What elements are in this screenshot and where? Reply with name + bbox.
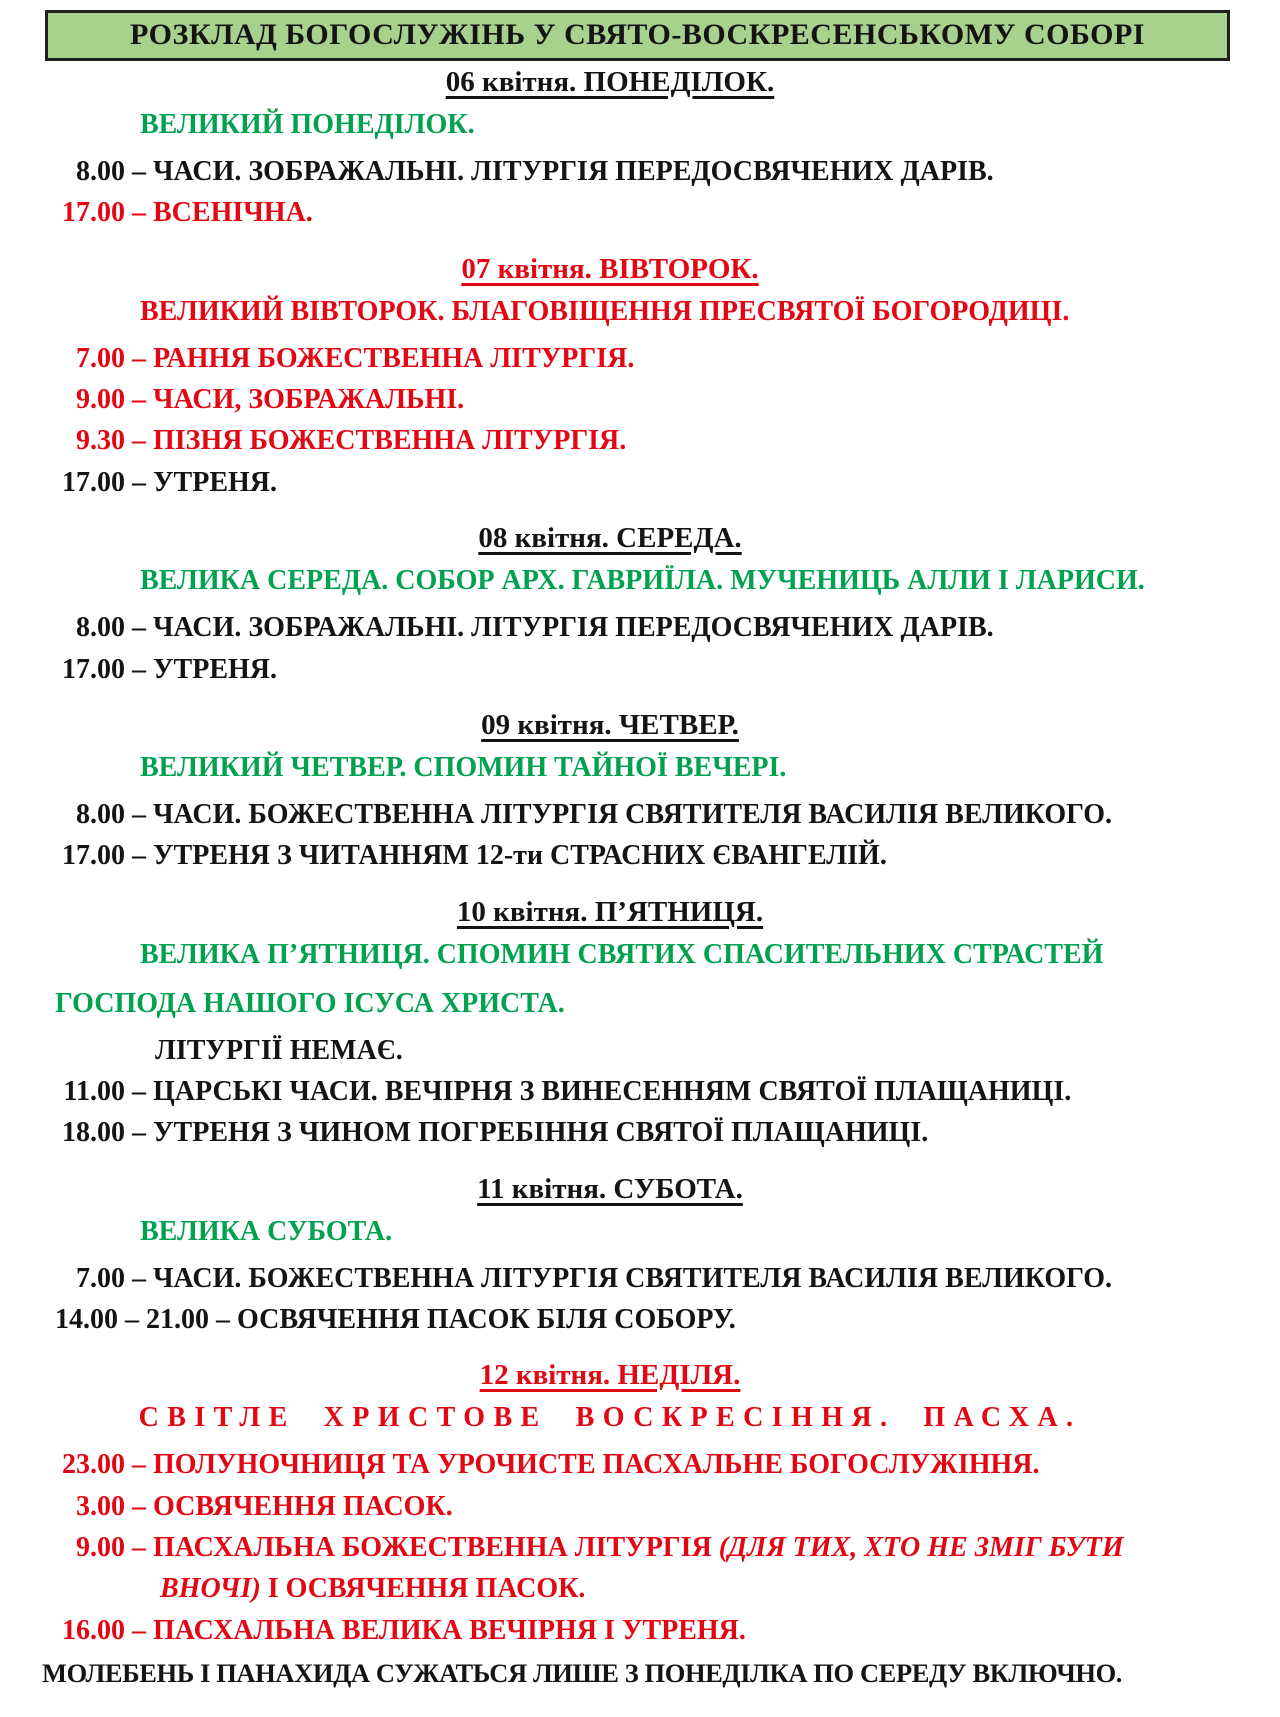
service-line xyxy=(55,799,1165,830)
service-text: ЧАСИ. БОЖЕСТВЕННА ЛІТУРГІЯ СВЯТИТЕЛЯ ВАСИЛІЯ ВЕЛИКОГО. xyxy=(153,1262,1113,1294)
footer-note: МОЛЕБЕНЬ І ПАНАХИДА СУЖАТЬСЯ ЛИШЕ З ПОНЕДІЛКА ПО СЕРЕДУ ВКЛЮЧНО. xyxy=(42,1658,1123,1689)
day-subtitle: ВЕЛИКИЙ ЧЕТВЕР. СПОМИН ТАЙНОЇ ВЕЧЕРІ. xyxy=(140,751,787,783)
service-time: 18.00 xyxy=(62,1117,125,1149)
service-line xyxy=(55,1035,1165,1066)
day-section xyxy=(55,522,1165,685)
service-line xyxy=(55,1573,1165,1604)
service-time: 17.00 xyxy=(62,197,125,229)
en-dash: – xyxy=(125,466,153,498)
day-section xyxy=(55,1359,1165,1646)
page-title: РОЗКЛАД БОГОСЛУЖІНЬ У СВЯТО-ВОСКРЕСЕНСЬКОМУ СОБОРІ xyxy=(130,18,1145,51)
date-heading: 07 квітня. ВІВТОРОК. xyxy=(461,252,759,285)
service-line xyxy=(55,840,1165,871)
service-line xyxy=(55,156,1165,187)
service-time: 11.00 xyxy=(63,1075,125,1107)
service-line xyxy=(55,612,1165,643)
service-text: (ДЛЯ ТИХ, ХТО НЕ ЗМІГ БУТИ xyxy=(718,1532,1124,1564)
day-subtitle-continued: ГОСПОДА НАШОГО ІСУСА ХРИСТА. xyxy=(55,987,565,1019)
service-text: ПОЛУНОЧНИЦЯ ТА УРОЧИСТЕ ПАСХАЛЬНЕ БОГОСЛУЖІННЯ. xyxy=(153,1449,1040,1481)
date-heading: 12 квітня. НЕДІЛЯ. xyxy=(479,1359,741,1392)
service-line xyxy=(55,1304,1165,1335)
service-text: ЧАСИ. БОЖЕСТВЕННА ЛІТУРГІЯ СВЯТИТЕЛЯ ВАСИЛІЯ ВЕЛИКОГО. xyxy=(153,798,1113,830)
service-line xyxy=(55,425,1165,456)
service-time: 16.00 xyxy=(62,1614,125,1646)
service-text: УТРЕНЯ. xyxy=(153,466,278,498)
day-subtitle: ВЕЛИКИЙ ВІВТОРОК. БЛАГОВІЩЕННЯ ПРЕСВЯТОЇ БОГОРОДИЦІ. xyxy=(140,295,1070,327)
en-dash: – xyxy=(125,156,153,187)
service-line xyxy=(55,654,1165,685)
en-dash: – xyxy=(125,1449,153,1481)
service-time: 7.00 xyxy=(76,1262,125,1294)
date-heading: 10 квітня. П’ЯТНИЦЯ. xyxy=(456,895,764,928)
service-text: ПІЗНЯ БОЖЕСТВЕННА ЛІТУРГІЯ. xyxy=(153,425,627,457)
en-dash: – xyxy=(125,1532,153,1564)
service-text: ЧАСИ, ЗОБРАЖАЛЬНІ. xyxy=(153,384,465,416)
date-heading: 09 квітня. ЧЕТВЕР. xyxy=(481,708,739,741)
service-time: 9.00 xyxy=(76,1532,125,1564)
en-dash: – xyxy=(125,840,153,872)
service-text: ВНОЧІ) xyxy=(160,1573,261,1605)
service-text: ОСВЯЧЕННЯ ПАСОК. xyxy=(153,1490,453,1522)
title-bar xyxy=(45,10,1230,61)
day-subtitle: ВЕЛИКА СЕРЕДА. СОБОР АРХ. ГАВРИЇЛА. МУЧЕНИЦЬ АЛЛИ І ЛАРИСИ. xyxy=(140,565,1145,597)
service-time: 17.00 xyxy=(62,840,125,872)
service-text: УТРЕНЯ. xyxy=(153,653,278,685)
en-dash: – xyxy=(125,342,153,374)
service-text: РАННЯ БОЖЕСТВЕННА ЛІТУРГІЯ. xyxy=(153,342,635,374)
service-text: ЦАРСЬКІ ЧАСИ. ВЕЧІРНЯ З ВИНЕСЕННЯМ СВЯТОЇ ПЛАЩАНИЦІ. xyxy=(153,1075,1072,1107)
service-text: ВСЕНІЧНА. xyxy=(153,197,313,229)
service-time: 3.00 xyxy=(76,1490,125,1522)
en-dash: – xyxy=(125,1262,153,1294)
service-line xyxy=(55,1449,1165,1480)
day-subtitle: ВЕЛИКИЙ ПОНЕДІЛОК. xyxy=(140,109,475,140)
service-time: 17.00 xyxy=(62,466,125,498)
en-dash: – xyxy=(125,798,153,830)
en-dash: – xyxy=(209,1304,237,1336)
service-line xyxy=(55,384,1165,415)
service-line xyxy=(55,467,1165,498)
service-text: І ОСВЯЧЕННЯ ПАСОК. xyxy=(260,1573,586,1605)
service-line xyxy=(55,197,1165,228)
service-time: 14.00 – 21.00 xyxy=(55,1304,209,1336)
service-line xyxy=(55,1117,1165,1148)
en-dash: – xyxy=(125,384,153,416)
service-time: 9.00 xyxy=(76,384,125,416)
service-line xyxy=(55,1532,1165,1563)
service-line xyxy=(55,1076,1165,1107)
service-time: 8.00 xyxy=(76,156,125,187)
day-section xyxy=(55,896,1165,1149)
service-line xyxy=(55,1263,1165,1294)
en-dash: – xyxy=(125,1117,153,1149)
service-text: ОСВЯЧЕННЯ ПАСОК БІЛЯ СОБОРУ. xyxy=(237,1304,736,1336)
service-time: 8.00 xyxy=(76,798,125,830)
service-line xyxy=(55,1491,1165,1522)
date-heading: 11 квітня. СУБОТА. xyxy=(477,1172,743,1205)
service-text: ПАСХАЛЬНА ВЕЛИКА ВЕЧІРНЯ І УТРЕНЯ. xyxy=(153,1614,746,1646)
en-dash: – xyxy=(125,612,153,644)
en-dash: – xyxy=(125,1075,153,1107)
day-section xyxy=(55,66,1165,229)
service-text: УТРЕНЯ З ЧИТАННЯМ 12-ти СТРАСНИХ ЄВАНГЕЛІЙ. xyxy=(153,840,887,872)
day-subtitle: СВІТЛЕ ХРИСТОВЕ ВОСКРЕСІННЯ. ПАСХА. xyxy=(138,1402,1082,1434)
service-line xyxy=(55,343,1165,374)
service-time: 9.30 xyxy=(76,425,125,457)
service-time: 17.00 xyxy=(62,653,125,685)
service-time: 23.00 xyxy=(62,1449,125,1481)
en-dash: – xyxy=(125,1614,153,1646)
schedule-sections xyxy=(0,66,1280,1689)
day-subtitle: ВЕЛИКА П’ЯТНИЦЯ. СПОМИН СВЯТИХ СПАСИТЕЛЬНИХ СТРАСТЕЙ xyxy=(140,938,1104,970)
day-section xyxy=(55,709,1165,872)
day-section xyxy=(55,253,1165,498)
service-line xyxy=(55,1615,1165,1646)
service-time: 7.00 xyxy=(76,342,125,374)
en-dash: – xyxy=(125,197,153,229)
day-subtitle: ВЕЛИКА СУБОТА. xyxy=(140,1215,393,1247)
service-text: ЧАСИ. ЗОБРАЖАЛЬНІ. ЛІТУРГІЯ ПЕРЕДОСВЯЧЕНИХ ДАРІВ. xyxy=(153,156,994,187)
date-heading: 06 квітня. ПОНЕДІЛОК. xyxy=(445,66,775,98)
date-heading: 08 квітня. СЕРЕДА. xyxy=(478,522,742,555)
en-dash: – xyxy=(125,653,153,685)
en-dash: – xyxy=(125,425,153,457)
day-section xyxy=(55,1173,1165,1336)
service-text: ПАСХАЛЬНА БОЖЕСТВЕННА ЛІТУРГІЯ xyxy=(153,1532,719,1564)
en-dash: – xyxy=(125,1490,153,1522)
service-text: ЧАСИ. ЗОБРАЖАЛЬНІ. ЛІТУРГІЯ ПЕРЕДОСВЯЧЕНИХ ДАРІВ. xyxy=(153,612,994,644)
service-text: УТРЕНЯ З ЧИНОМ ПОГРЕБІННЯ СВЯТОЇ ПЛАЩАНИЦІ. xyxy=(153,1117,929,1149)
service-time: 8.00 xyxy=(76,612,125,644)
service-text: ЛІТУРГІЇ НЕМАЄ. xyxy=(155,1034,403,1066)
